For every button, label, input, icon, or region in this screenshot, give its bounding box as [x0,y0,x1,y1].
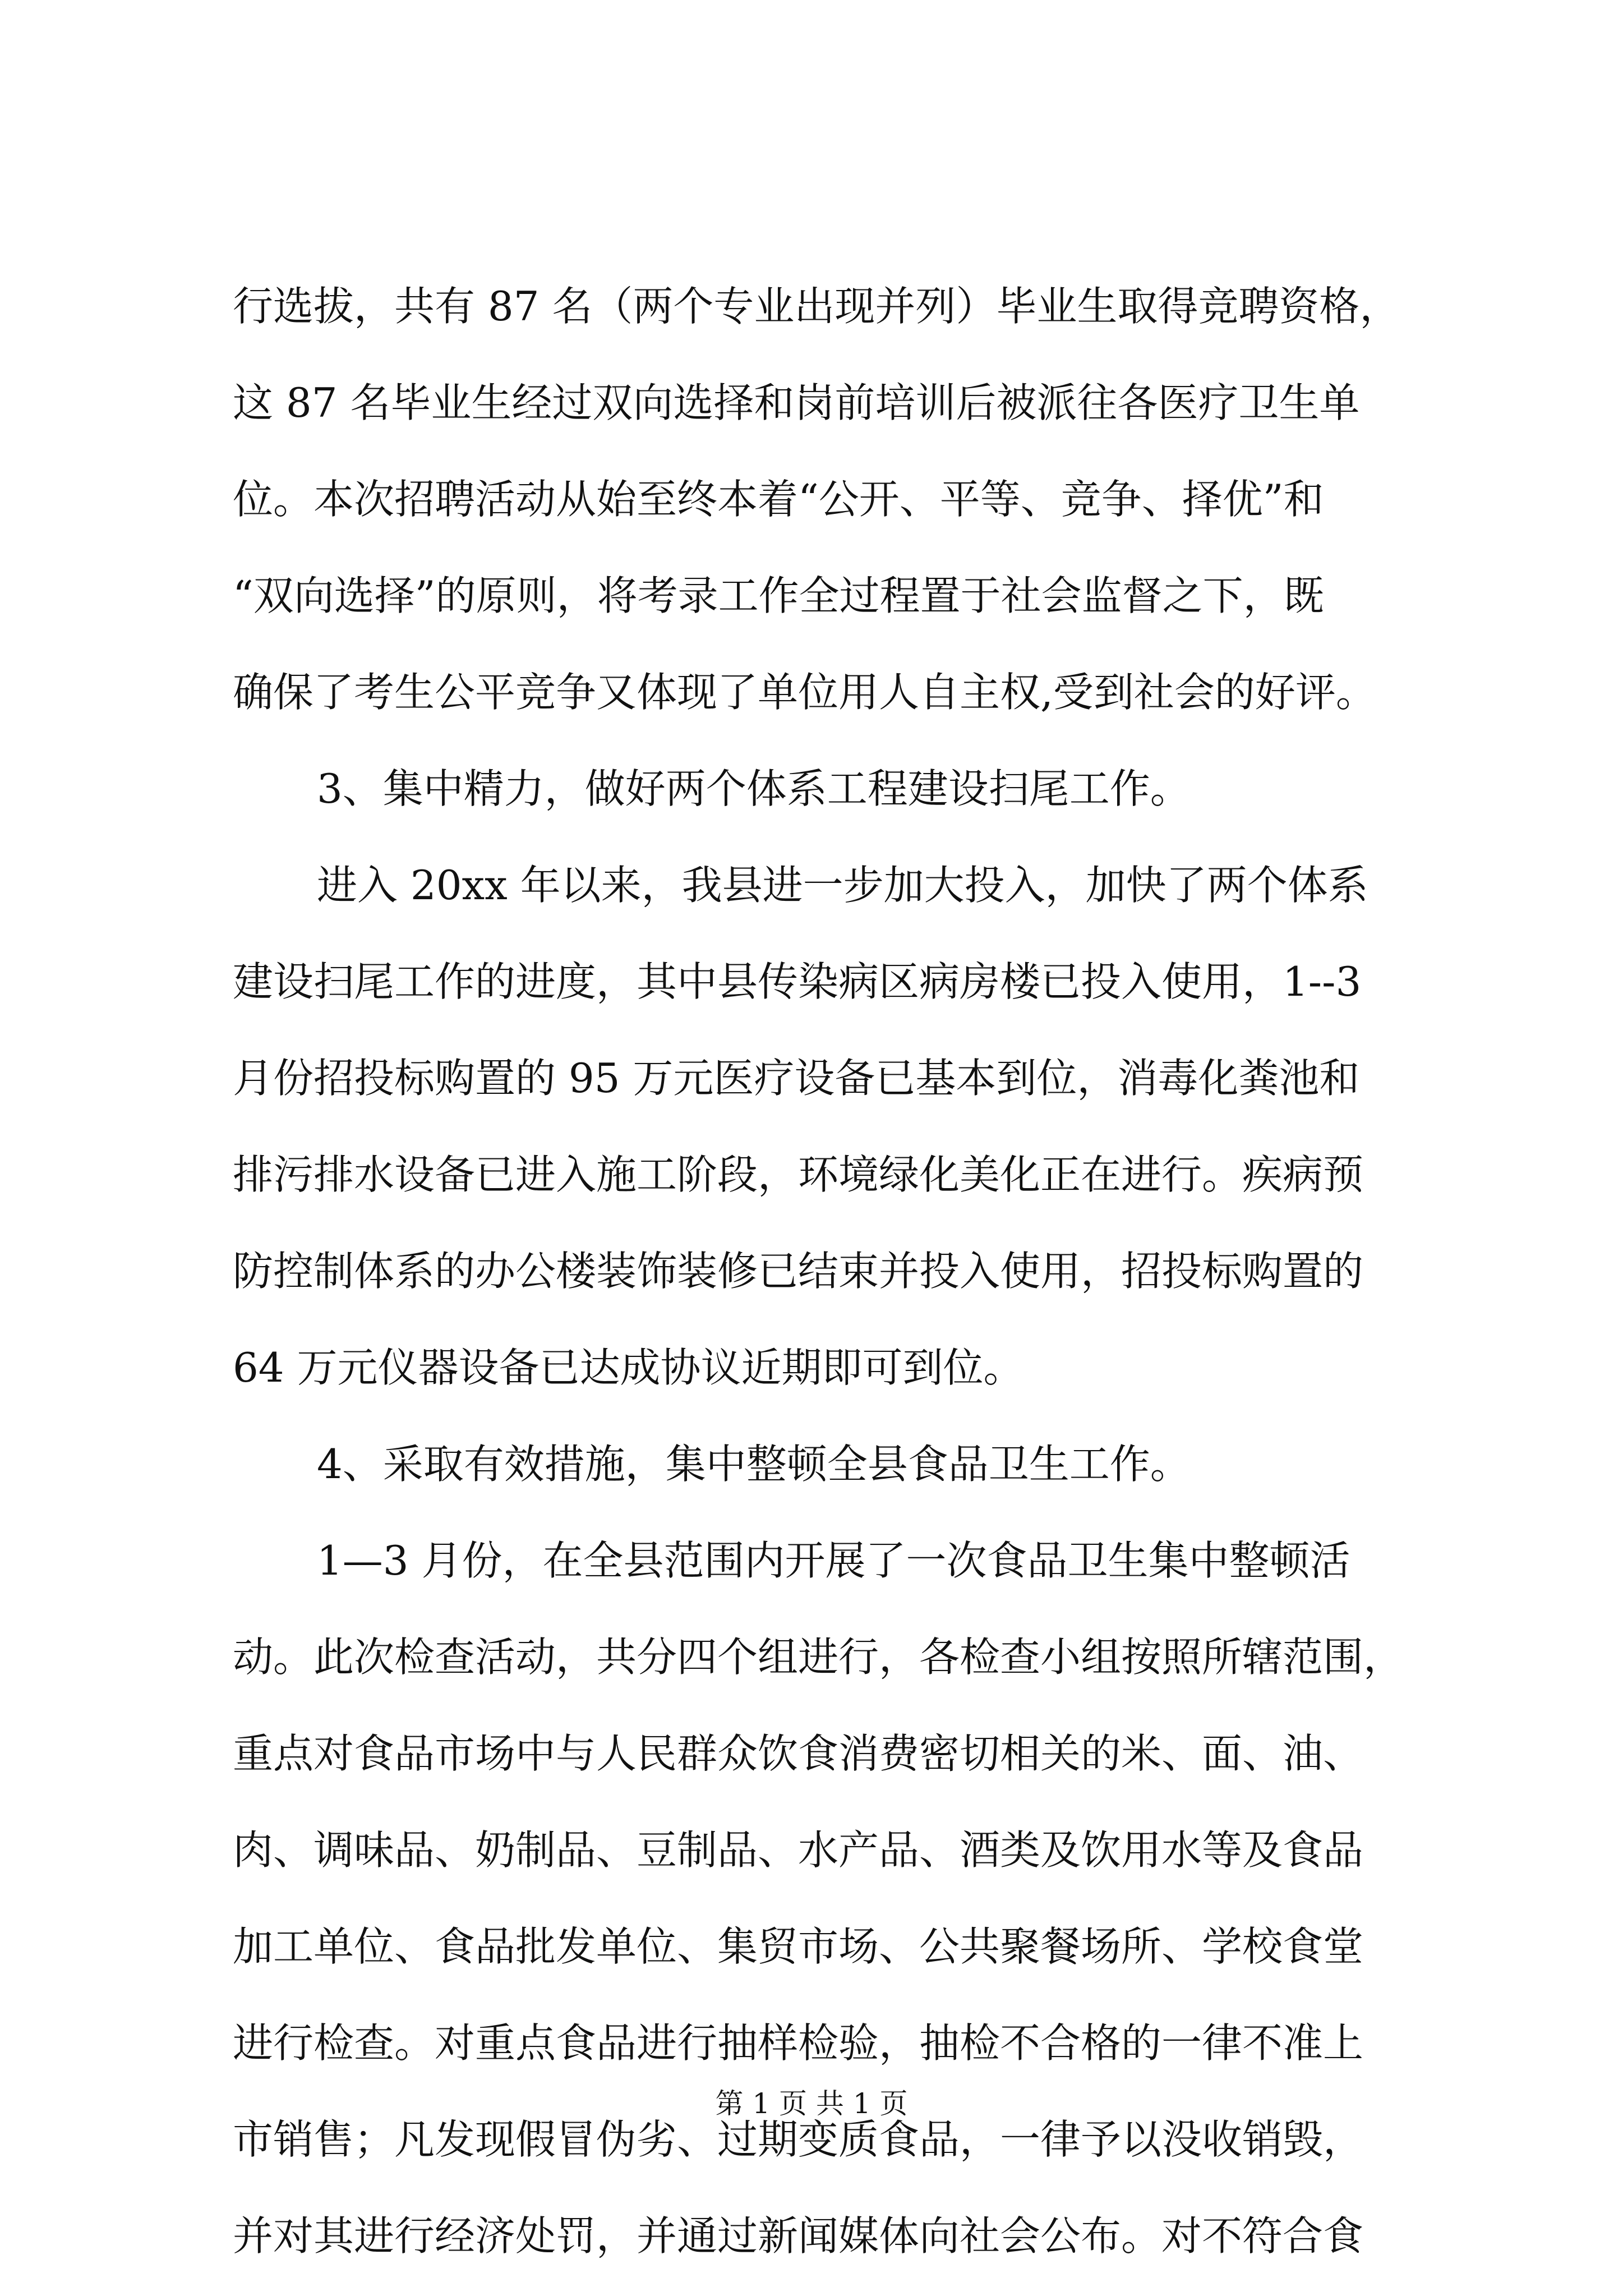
page-number-label: 第 1 页 共 1 页 [715,2087,908,2120]
text-line: 防控制体系的办公楼装饰装修已结束并投入使用，招投标购置的 [233,1248,1364,1295]
text-line: 并对其进行经济处罚，并通过新闻媒体向社会公布。对不符合食 [233,2212,1364,2260]
text-line: 这 87 名毕业生经过双向选择和岗前培训后被派往各医疗卫生单 [233,379,1360,426]
text-line: 重点对食品市场中与人民群众饮食消费密切相关的米、面、油、 [233,1730,1364,1777]
text-line: 动。此次检查活动，共分四个组进行，各检查小组按照所辖范围， [233,1634,1404,1681]
paragraph-first-line: 1—3 月份，在全县范围内开展了一次食品卫生集中整顿活 [317,1537,1350,1584]
text-line: 排污排水设备已进入施工阶段，环境绿化美化正在进行。疾病预 [233,1151,1364,1198]
text-line: 月份招投标购置的 95 万元医疗设备已基本到位，消毒化粪池和 [233,1055,1360,1102]
text-line: 建设扫尾工作的进度，其中县传染病区病房楼已投入使用，1--3 [233,958,1362,1005]
text-line: 进行检查。对重点食品进行抽样检验，抽检不合格的一律不准上 [233,2019,1364,2067]
section-heading: 4、采取有效措施，集中整顿全县食品卫生工作。 [317,1441,1191,1488]
section-heading: 3、集中精力，做好两个体系工程建设扫尾工作。 [317,765,1191,812]
text-line: 确保了考生公平竞争又体现了单位用人自主权,受到社会的好评。 [233,669,1376,716]
text-line: 市销售；凡发现假冒伪劣、过期变质食品，一律予以没收销毁， [233,2116,1364,2163]
text-line: 64 万元仪器设备已达成协议近期即可到位。 [233,1344,1024,1391]
text-line: 位。本次招聘活动从始至终本着“公开、平等、竞争、择优”和 [233,476,1324,523]
page-footer [0,2084,1623,2123]
document-body [233,258,1410,2284]
text-line: 肉、调味品、奶制品、豆制品、水产品、酒类及饮用水等及食品 [233,1826,1364,1874]
paragraph-first-line: 进入 20xx 年以来，我县进一步加大投入，加快了两个体系 [317,862,1368,909]
text-line: 加工单位、食品批发单位、集贸市场、公共聚餐场所、学校食堂 [233,1923,1364,1970]
text-line: 行选拔，共有 87 名（两个专业出现并列）毕业生取得竞聘资格， [233,283,1400,330]
text-line: “双向选择”的原则，将考录工作全过程置于社会监督之下，既 [233,572,1324,619]
